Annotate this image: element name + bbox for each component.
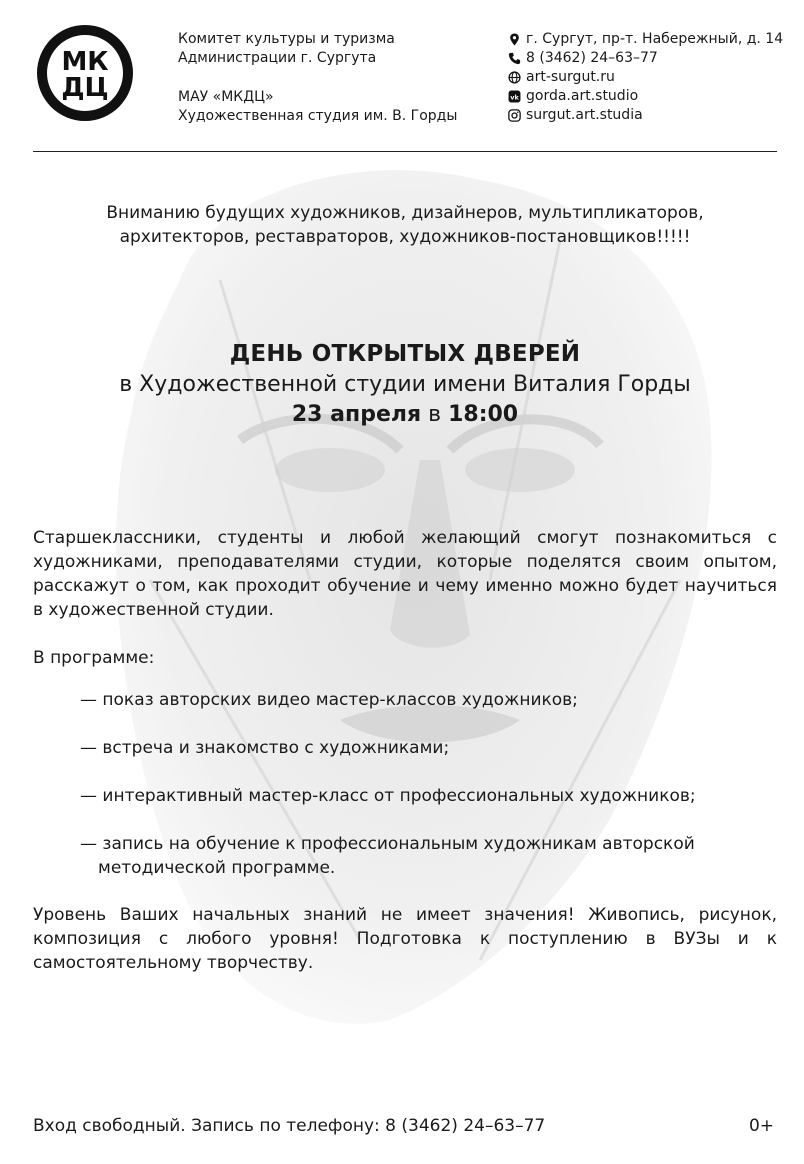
contact-vk <box>508 87 783 106</box>
instagram-icon <box>508 109 521 122</box>
mkdc-logo <box>33 22 137 124</box>
list-item: — показ авторских видео мастер-классов художников; <box>80 690 578 710</box>
event-description: Старшеклассники, студенты и любой желающий смогут познакомиться с художниками, преподавателями студии, которые поделятся своим опытом, расскажут о том, как проходит обучение и чему именно можно будет научиться в художественной студии. <box>33 528 777 620</box>
closing-text: Уровень Ваших начальных знаний не имеет значения! Живопись, рисунок, композиция с любого уровня! Подготовка к поступлению в ВУЗы и к самостоятельному творчеству. <box>33 905 777 973</box>
vk-link[interactable]: gorda.art.studio <box>526 88 639 104</box>
location-pin-icon <box>508 33 521 46</box>
program-label: В программе: <box>33 648 155 668</box>
event-date: 23 апреля <box>291 402 422 427</box>
contact-address <box>508 30 783 49</box>
list-item: — встреча и знакомство с художниками; <box>80 738 450 758</box>
org-line-mau: МАУ «МКДЦ» <box>178 89 274 105</box>
header-divider <box>33 151 777 152</box>
vk-icon <box>508 90 521 103</box>
organization-info <box>178 30 457 126</box>
contact-phone <box>508 49 783 68</box>
intro-line-2: архитекторов, реставраторов, художников-постановщиков!!!!! <box>119 227 691 247</box>
org-line-studio: Художественная студия им. В. Горды <box>178 108 458 124</box>
intro-text <box>33 201 777 249</box>
program-list <box>80 688 760 904</box>
list-item: — запись на обучение к профессиональным художникам авторской методической программе. <box>80 834 695 878</box>
svg-text:ДЦ: ДЦ <box>61 73 109 103</box>
event-time-prefix: в <box>428 402 442 427</box>
svg-text:vk: vk <box>510 93 519 102</box>
svg-text:МК: МК <box>61 47 109 77</box>
intro-line-1: Вниманию будущих художников, дизайнеров, мультипликаторов, <box>106 203 704 223</box>
org-line-administration: Администрации г. Сургута <box>178 50 377 66</box>
age-rating-badge: 0+ <box>748 1116 774 1136</box>
globe-icon <box>508 71 521 84</box>
org-line-committee: Комитет культуры и туризма <box>178 31 395 47</box>
event-subtitle: в Художественной студии имени Виталия Горды <box>119 372 691 397</box>
phone-icon <box>508 52 521 65</box>
event-time: 18:00 <box>448 402 519 427</box>
contact-instagram <box>508 106 783 125</box>
contacts <box>508 30 783 125</box>
address-text: г. Сургут, пр-т. Набережный, д. 14 <box>526 31 784 47</box>
footer-registration: Вход свободный. Запись по телефону: 8 (3462) 24–63–77 <box>33 1116 546 1136</box>
phone-text[interactable]: 8 (3462) 24–63–77 <box>526 50 658 66</box>
instagram-link[interactable]: surgut.art.studia <box>526 107 643 123</box>
contact-website <box>508 68 783 87</box>
event-title: ДЕНЬ ОТКРЫТЫХ ДВЕРЕЙ <box>229 341 581 367</box>
event-heading <box>33 338 777 430</box>
list-item: — интерактивный мастер-класс от профессиональных художников; <box>80 786 696 806</box>
website-link[interactable]: art-surgut.ru <box>526 69 615 85</box>
event-datetime <box>33 400 777 430</box>
